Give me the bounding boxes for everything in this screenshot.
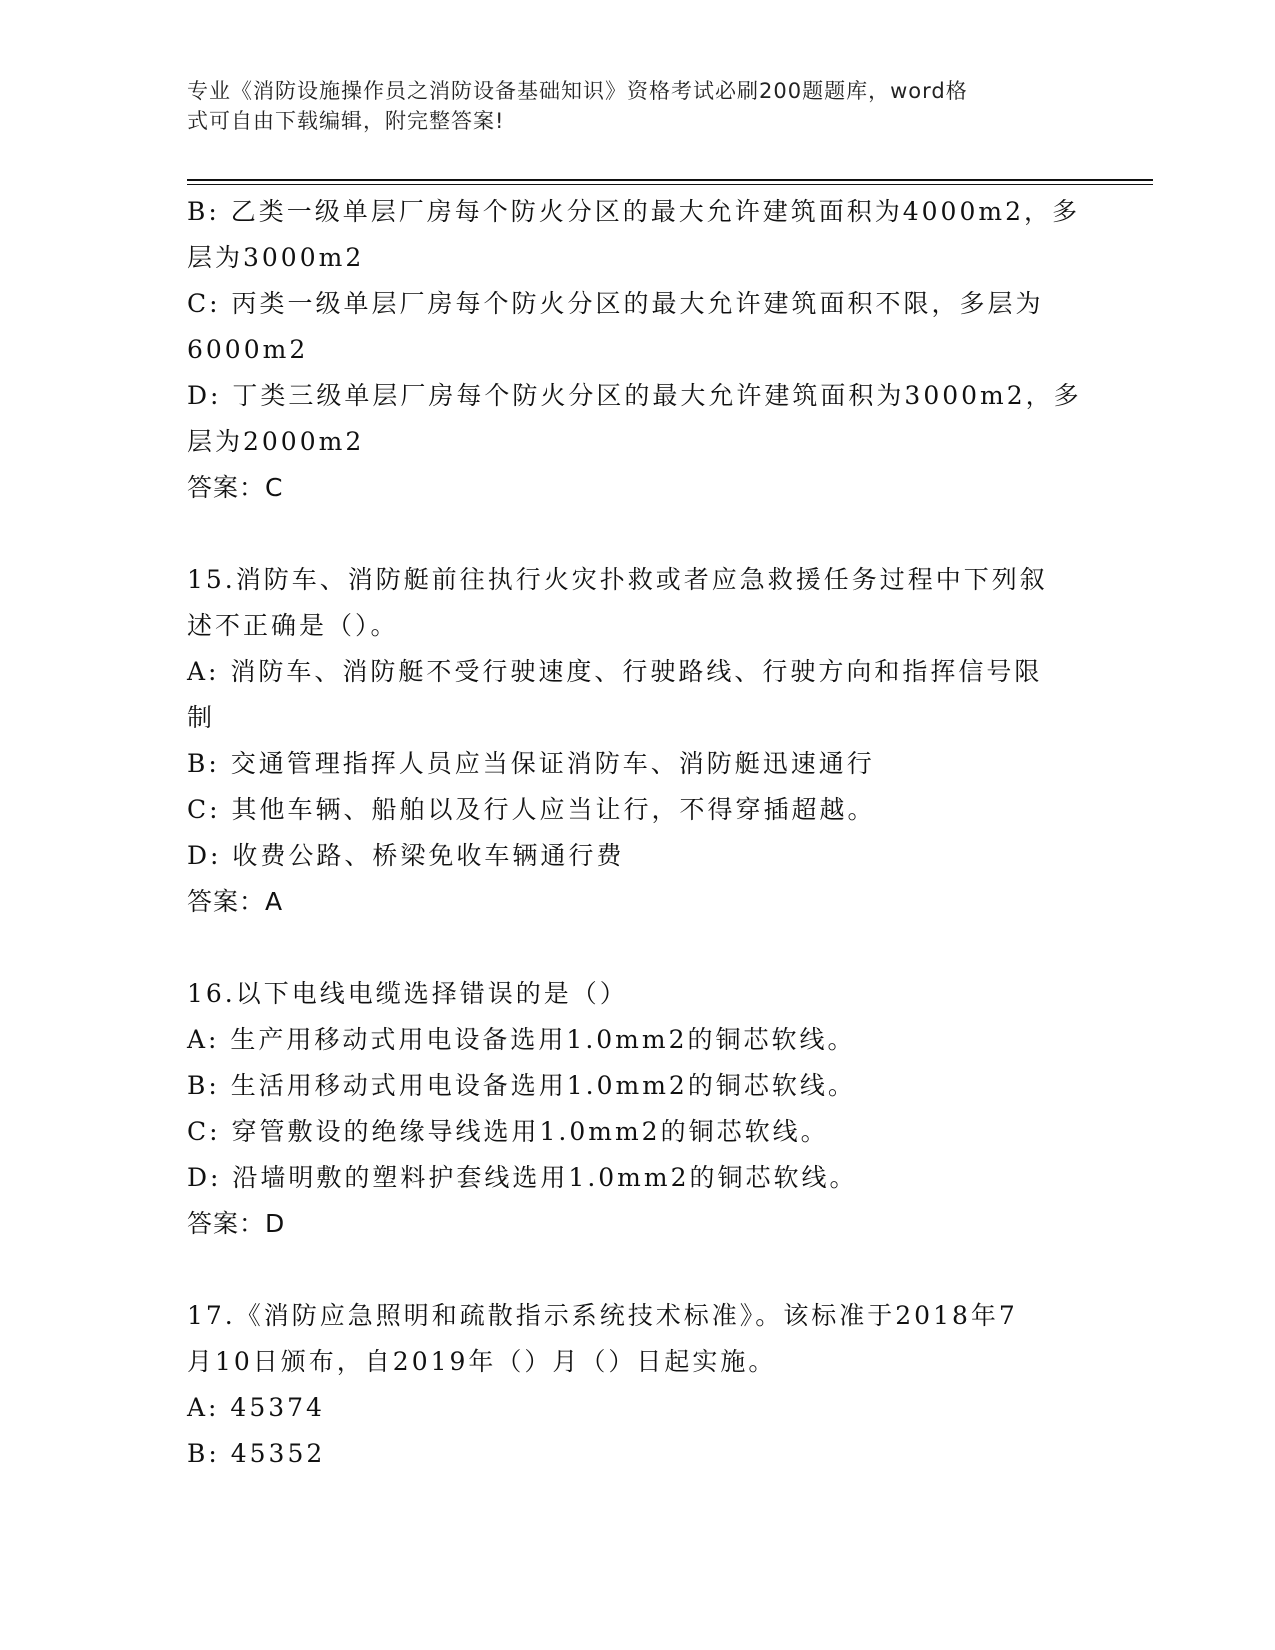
q14-option-b-line-2: 层为3000m2 [187, 243, 365, 272]
question-14-tail [187, 189, 1087, 511]
q15-answer: 答案：A [187, 887, 284, 916]
document-header [187, 76, 1087, 136]
q14-option-d-line-2: 层为2000m2 [187, 427, 365, 456]
q16-option-a: A: 生产用移动式用电设备选用1.0mm2的铜芯软线。 [187, 1025, 856, 1054]
header-rule-thin [187, 184, 1153, 185]
q17-option-a: A: 45374 [187, 1393, 325, 1422]
header-rule-thick [187, 179, 1153, 181]
q16-option-c: C: 穿管敷设的绝缘导线选用1.0mm2的铜芯软线。 [187, 1117, 829, 1146]
q16-option-b: B: 生活用移动式用电设备选用1.0mm2的铜芯软线。 [187, 1071, 856, 1100]
question-16 [187, 971, 1087, 1247]
spacer [187, 511, 1087, 557]
q16-answer: 答案：D [187, 1209, 286, 1238]
q15-stem-line-1: 15.消防车、消防艇前往执行火灾扑救或者应急救援任务过程中下列叙 [187, 565, 1048, 594]
q14-option-c-line-1: C: 丙类一级单层厂房每个防火分区的最大允许建筑面积不限，多层为 [187, 289, 1044, 318]
spacer [187, 925, 1087, 971]
q15-option-a-line-1: A: 消防车、消防艇不受行驶速度、行驶路线、行驶方向和指挥信号限 [187, 657, 1043, 686]
q16-option-d: D: 沿墙明敷的塑料护套线选用1.0mm2的铜芯软线。 [187, 1163, 858, 1192]
question-15 [187, 557, 1087, 925]
q14-option-d-line-1: D: 丁类三级单层厂房每个防火分区的最大允许建筑面积为3000m2，多 [187, 381, 1082, 410]
q15-option-a-line-2: 制 [187, 703, 216, 732]
spacer [187, 1247, 1087, 1293]
header-line-2: 式可自由下载编辑，附完整答案! [187, 109, 505, 133]
q16-stem: 16.以下电线电缆选择错误的是（） [187, 979, 628, 1008]
document-body [187, 189, 1087, 1477]
q15-option-d: D: 收费公路、桥梁免收车辆通行费 [187, 841, 625, 870]
question-17 [187, 1293, 1087, 1477]
q14-option-b-line-1: B: 乙类一级单层厂房每个防火分区的最大允许建筑面积为4000m2，多 [187, 197, 1080, 226]
q17-stem-line-2: 月10日颁布，自2019年（）月（）日起实施。 [187, 1347, 777, 1376]
q15-option-c: C: 其他车辆、船舶以及行人应当让行，不得穿插超越。 [187, 795, 876, 824]
q14-option-c-line-2: 6000m2 [187, 335, 309, 364]
header-line-1: 专业《消防设施操作员之消防设备基础知识》资格考试必刷200题题库，word格 [187, 79, 968, 103]
q14-answer: 答案：C [187, 473, 284, 502]
q15-option-b: B: 交通管理指挥人员应当保证消防车、消防艇迅速通行 [187, 749, 875, 778]
q15-stem-line-2: 述不正确是（）。 [187, 611, 399, 640]
q17-stem-line-1: 17.《消防应急照明和疏散指示系统技术标准》。该标准于2018年7 [187, 1301, 1018, 1330]
q17-option-b: B: 45352 [187, 1439, 326, 1468]
